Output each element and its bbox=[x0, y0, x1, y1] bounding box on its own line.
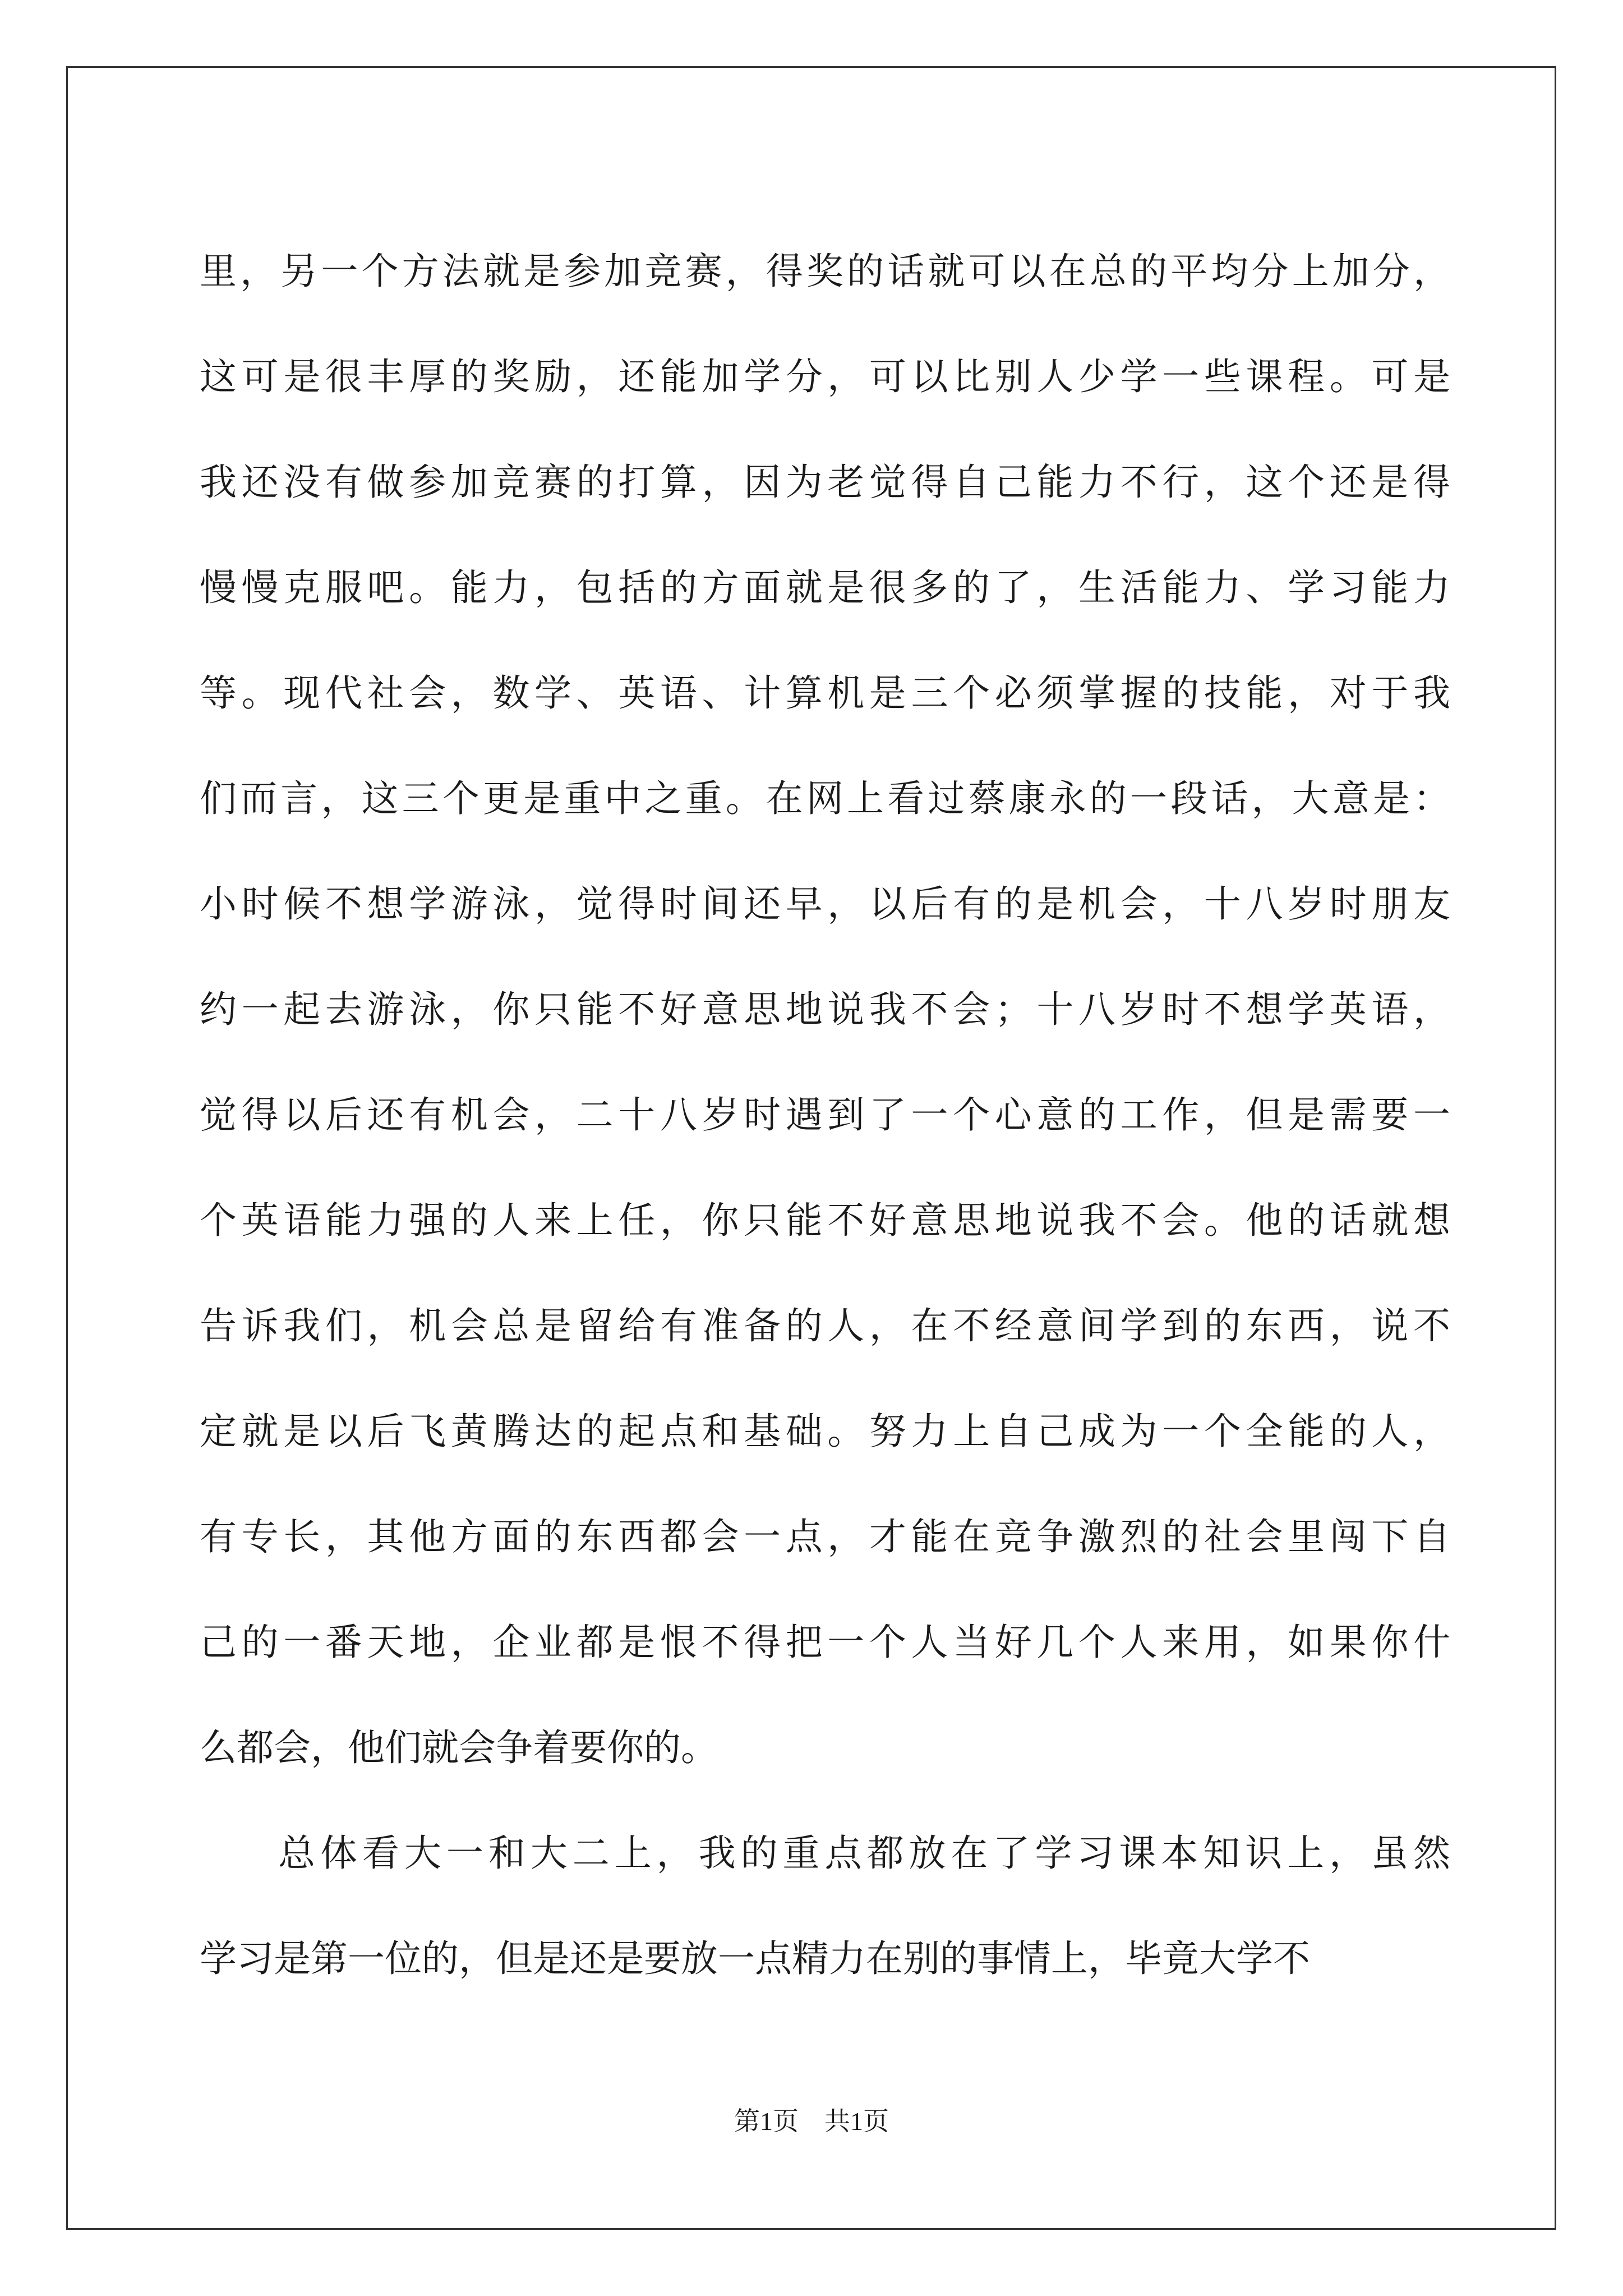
text-line: 慢慢克服吧。能力，包括的方面就是很多的了，生活能力、学习能力 bbox=[200, 566, 1450, 609]
text-line: 们而言，这三个更是重中之重。在网上看过蔡康永的一段话，大意是： bbox=[200, 777, 1450, 820]
text-line: 里，另一个方法就是参加竞赛，得奖的话就可以在总的平均分上加分， bbox=[200, 250, 1450, 293]
text-line: 己的一番天地，企业都是恨不得把一个人当好几个人来用，如果你什 bbox=[200, 1621, 1450, 1664]
text-line: 有专长，其他方面的东西都会一点，才能在竞争激烈的社会里闯下自 bbox=[200, 1515, 1450, 1558]
text-line: 等。现代社会，数学、英语、计算机是三个必须掌握的技能，对于我 bbox=[200, 671, 1450, 715]
text-line: 么都会，他们就会争着要你的。 bbox=[200, 1726, 718, 1769]
text-line: 约一起去游泳，你只能不好意思地说我不会；十八岁时不想学英语， bbox=[200, 988, 1450, 1031]
paragraph bbox=[200, 1801, 1450, 2012]
text-line: 告诉我们，机会总是留给有准备的人，在不经意间学到的东西，说不 bbox=[200, 1304, 1450, 1347]
paragraph bbox=[200, 219, 1450, 1801]
text-line: 这可是很丰厚的奖励，还能加学分，可以比别人少学一些课程。可是 bbox=[200, 355, 1450, 398]
text-line: 小时候不想学游泳，觉得时间还早，以后有的是机会，十八岁时朋友 bbox=[200, 882, 1450, 926]
text-line: 觉得以后还有机会，二十八岁时遇到了一个心意的工作，但是需要一 bbox=[200, 1093, 1450, 1137]
document-body bbox=[200, 219, 1450, 2012]
text-line: 个英语能力强的人来上任，你只能不好意思地说我不会。他的话就想 bbox=[200, 1199, 1450, 1242]
text-line: 总体看大一和大二上，我的重点都放在了学习课本知识上，虽然 bbox=[278, 1832, 1450, 1875]
text-line: 我还没有做参加竞赛的打算，因为老觉得自己能力不行，这个还是得 bbox=[200, 461, 1450, 504]
text-line: 定就是以后飞黄腾达的起点和基础。努力上自己成为一个全能的人， bbox=[200, 1410, 1450, 1453]
page-footer: 第1页 共1页 bbox=[734, 2107, 889, 2136]
text-line: 学习是第一位的，但是还是要放一点精力在别的事情上，毕竟大学不 bbox=[200, 1937, 1310, 1980]
